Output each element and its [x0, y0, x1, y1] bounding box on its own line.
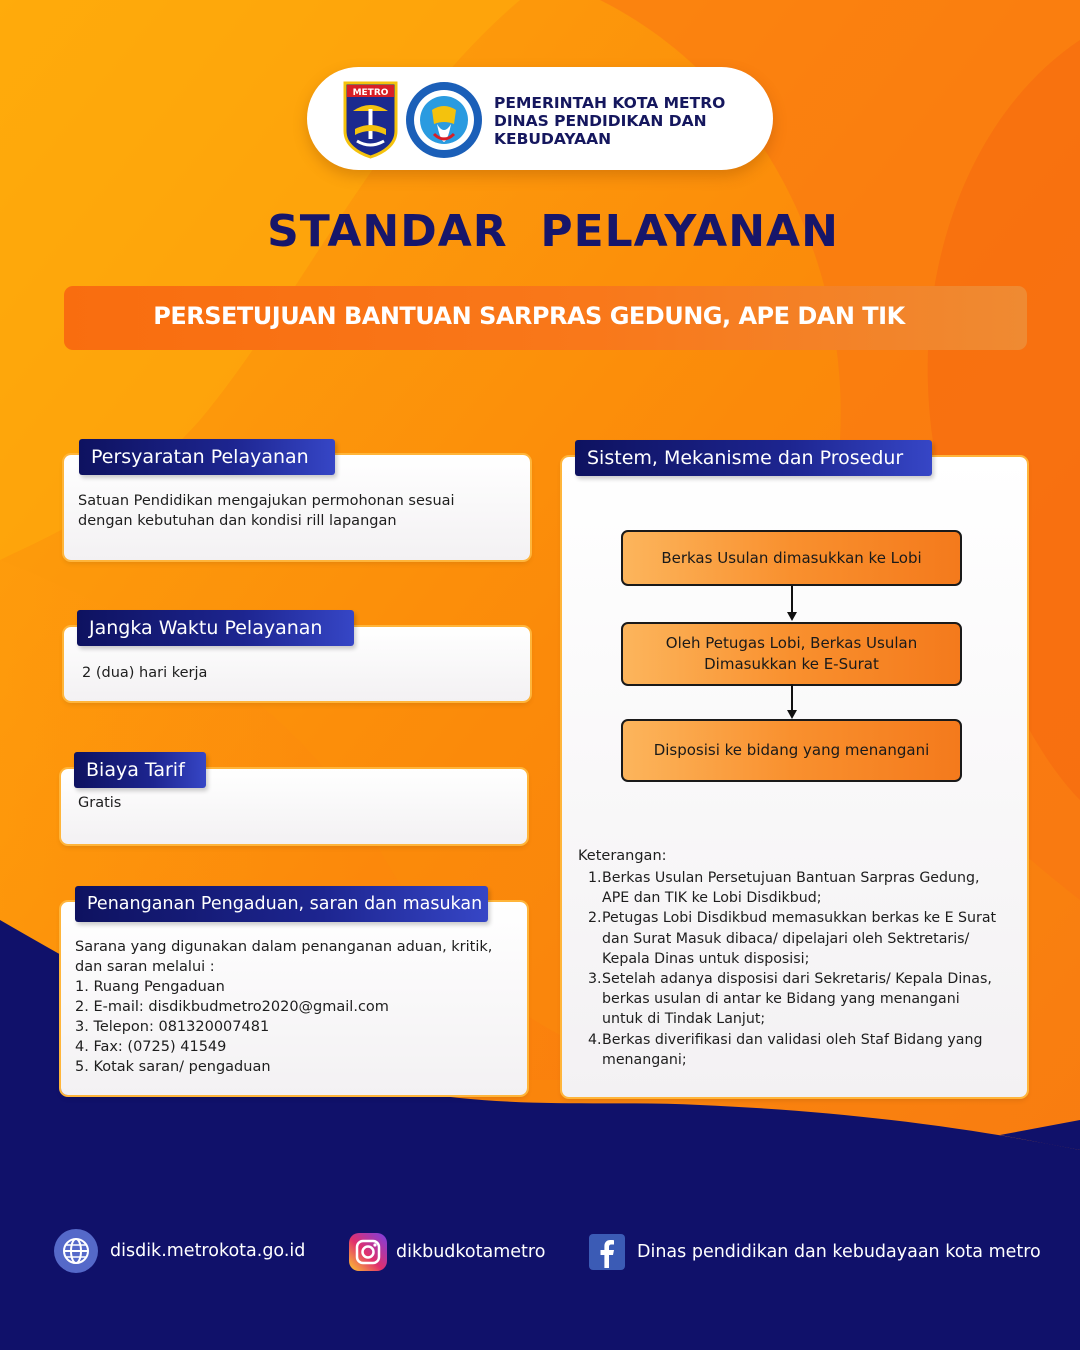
footer-facebook-link[interactable]: [589, 1234, 1041, 1270]
note-text: Petugas Lobi Disdikbud memasukkan berkas ke E Surat dan Surat Masuk dibaca/ dipelajari oleh Sektretaris/ Kepala Dinas untuk disposisi;: [602, 910, 997, 967]
complaint-channel-item: 5. Kotak saran/ pengaduan: [75, 1059, 271, 1075]
complaints-intro-line-2: dan saran melalui :: [75, 959, 215, 975]
complaints-text: [75, 937, 520, 1077]
requirements-text-line-1: Satuan Pendidikan mengajukan permohonan sesuai: [78, 493, 455, 509]
note-number: 3.: [588, 971, 602, 988]
flow-step-2: Oleh Petugas Lobi, Berkas Usulan Dimasukkan ke E-Surat: [621, 622, 962, 686]
flow-step-1: Berkas Usulan dimasukkan ke Lobi: [621, 530, 962, 586]
org-line-1: PEMERINTAH KOTA METRO: [494, 94, 726, 112]
note-text: Berkas Usulan Persetujuan Bantuan Sarpras Gedung, APE dan TIK ke Lobi Disdikbud;: [602, 870, 980, 907]
metro-logo-text: METRO: [352, 88, 389, 98]
header-org-name: [494, 94, 764, 148]
note-item: [588, 969, 1004, 1030]
tut-wuri-handayani-logo: [404, 80, 484, 160]
fee-label: Biaya Tarif: [74, 752, 206, 788]
note-number: 4.: [588, 1031, 602, 1048]
flow-arrow-icon: [786, 586, 798, 622]
footer-website-link[interactable]: [54, 1229, 305, 1273]
complaint-channel-item: 2. E-mail: disdikbudmetro2020@gmail.com: [75, 999, 389, 1015]
footer-facebook-text: Dinas pendidikan dan kebudayaan kota metro: [637, 1242, 1041, 1262]
note-number: 2.: [588, 910, 602, 927]
note-number: 1.: [588, 870, 602, 886]
org-line-3: KEBUDAYAAN: [494, 130, 612, 148]
flow-step-3: Disposisi ke bidang yang menangani: [621, 719, 962, 782]
requirements-label: Persyaratan Pelayanan: [79, 439, 335, 475]
page-subtitle: PERSETUJUAN BANTUAN SARPRAS GEDUNG, APE DAN TIK: [153, 302, 905, 330]
footer-instagram-link[interactable]: [349, 1233, 545, 1271]
note-text: Berkas diverifikasi dan validasi oleh Staf Bidang yang menangani;: [602, 1031, 983, 1068]
complaint-channel-item: 4. Fax: (0725) 41549: [75, 1039, 227, 1055]
complaints-label: Penanganan Pengaduan, saran dan masukan: [75, 886, 488, 922]
requirements-text: [78, 491, 518, 531]
note-text: Setelah adanya disposisi dari Sekretaris/ Kepala Dinas, berkas usulan di antar ke Bidang yang menangani untuk di Tindak Lanjut;: [602, 971, 992, 1028]
complaints-intro-line-1: Sarana yang digunakan dalam penanganan aduan, kritik,: [75, 939, 493, 955]
note-item: [588, 908, 1004, 969]
note-item: [588, 1030, 1004, 1070]
metro-city-logo: [343, 81, 398, 159]
flow-arrow-icon: [786, 684, 798, 720]
notes-title: Keterangan:: [578, 848, 667, 864]
globe-icon: [54, 1229, 98, 1273]
note-item: [588, 868, 1004, 908]
service-time-text: 2 (dua) hari kerja: [82, 665, 208, 681]
complaint-channel-item: 1. Ruang Pengaduan: [75, 979, 225, 995]
page-title: STANDAR PELAYANAN: [267, 206, 839, 257]
footer-website-text: disdik.metrokota.go.id: [110, 1241, 306, 1261]
fee-text: Gratis: [78, 795, 122, 811]
footer-instagram-text: dikbudkotametro: [396, 1242, 546, 1262]
procedure-label: Sistem, Mekanisme dan Prosedur: [575, 440, 932, 476]
requirements-text-line-2: dengan kebutuhan dan kondisi rill lapangan: [78, 513, 397, 529]
facebook-icon: [589, 1234, 625, 1270]
complaint-channel-item: 3. Telepon: 081320007481: [75, 1019, 270, 1035]
service-time-label: Jangka Waktu Pelayanan: [77, 610, 354, 646]
notes-list: [588, 868, 1004, 1070]
org-line-2: DINAS PENDIDIKAN DAN: [494, 112, 707, 130]
instagram-icon: [349, 1233, 387, 1271]
